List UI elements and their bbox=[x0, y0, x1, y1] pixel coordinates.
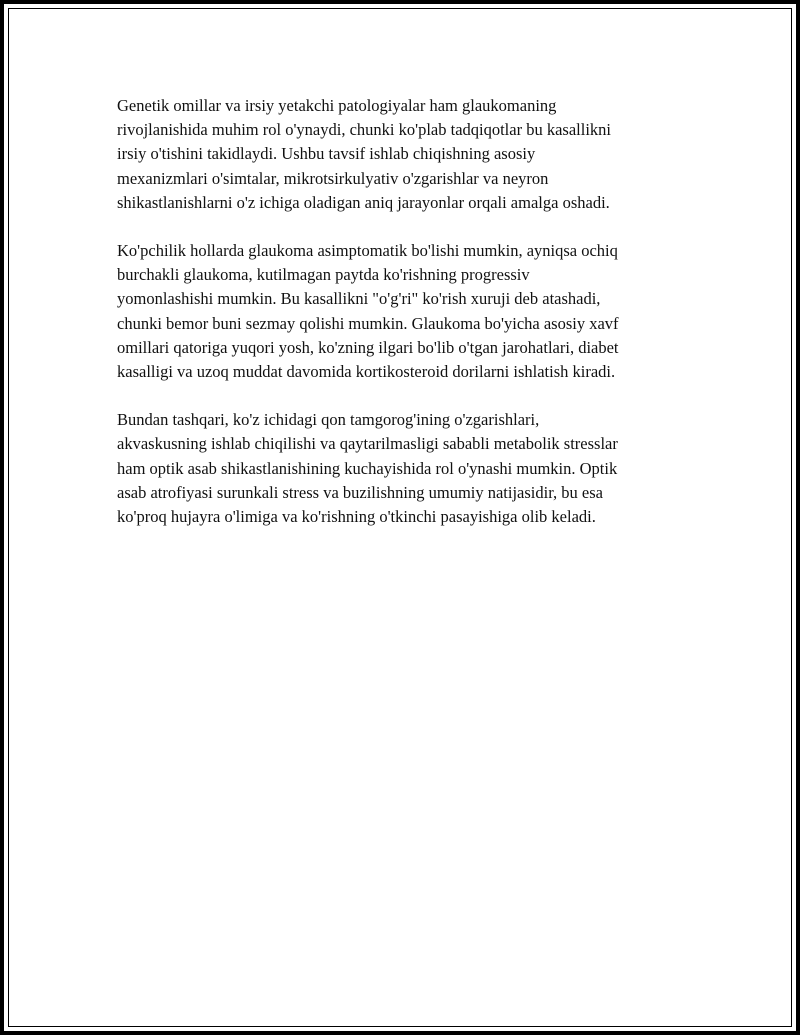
document-body bbox=[117, 94, 697, 553]
paragraph-2 bbox=[117, 239, 697, 384]
paragraph-line: ko'proq hujayra o'limiga va ko'rishning o'tkinchi pasayishiga olib keladi. bbox=[117, 507, 596, 527]
paragraph-line: rivojlanishida muhim rol o'ynaydi, chunki ko'plab tadqiqotlar bu kasallikni bbox=[117, 120, 611, 140]
paragraph-line: chunki bemor buni sezmay qolishi mumkin. Glaukoma bo'yicha asosiy xavf bbox=[117, 313, 619, 333]
paragraph-1 bbox=[117, 94, 697, 215]
paragraph-line: Ko'pchilik hollarda glaukoma asimptomatik bo'lishi mumkin, ayniqsa ochiq bbox=[117, 241, 618, 261]
paragraph-line: kasalligi va uzoq muddat davomida kortikosteroid dorilarni ishlatish kiradi. bbox=[117, 362, 616, 382]
paragraph-line: Genetik omillar va irsiy yetakchi patologiyalar ham glaukomaning bbox=[117, 96, 557, 115]
paragraph-3 bbox=[117, 408, 697, 529]
paragraph-line: shikastlanishlarni o'z ichiga oladigan aniq jarayonlar orqali amalga oshadi. bbox=[117, 192, 610, 212]
paragraph-line: ham optik asab shikastlanishining kuchayishida rol o'ynashi mumkin. Optik bbox=[117, 458, 618, 478]
paragraph-line: burchakli glaukoma, kutilmagan paytda ko'rishning progressiv bbox=[117, 265, 530, 285]
paragraph-line: yomonlashishi mumkin. Bu kasallikni "o'g'ri" ko'rish xuruji deb atashadi, bbox=[117, 289, 601, 309]
paragraph-line: akvaskusning ishlab chiqilishi va qaytarilmasligi sababli metabolik stresslar bbox=[117, 434, 618, 454]
paragraph-line: irsiy o'tishini takidlaydi. Ushbu tavsif ishlab chiqishning asosiy bbox=[117, 144, 536, 164]
paragraph-line: mexanizmlari o'simtalar, mikrotsirkulyativ o'zgarishlar va neyron bbox=[117, 168, 549, 188]
paragraph-line: Bundan tashqari, ko'z ichidagi qon tamgorog'ining o'zgarishlari, bbox=[117, 410, 540, 430]
paragraph-line: asab atrofiyasi surunkali stress va buzilishning umumiy natijasidir, bu esa bbox=[117, 482, 604, 502]
paragraph-line: omillari qatoriga yuqori yosh, ko'zning ilgari bo'lib o'tgan jarohatlari, diabet bbox=[117, 337, 619, 357]
